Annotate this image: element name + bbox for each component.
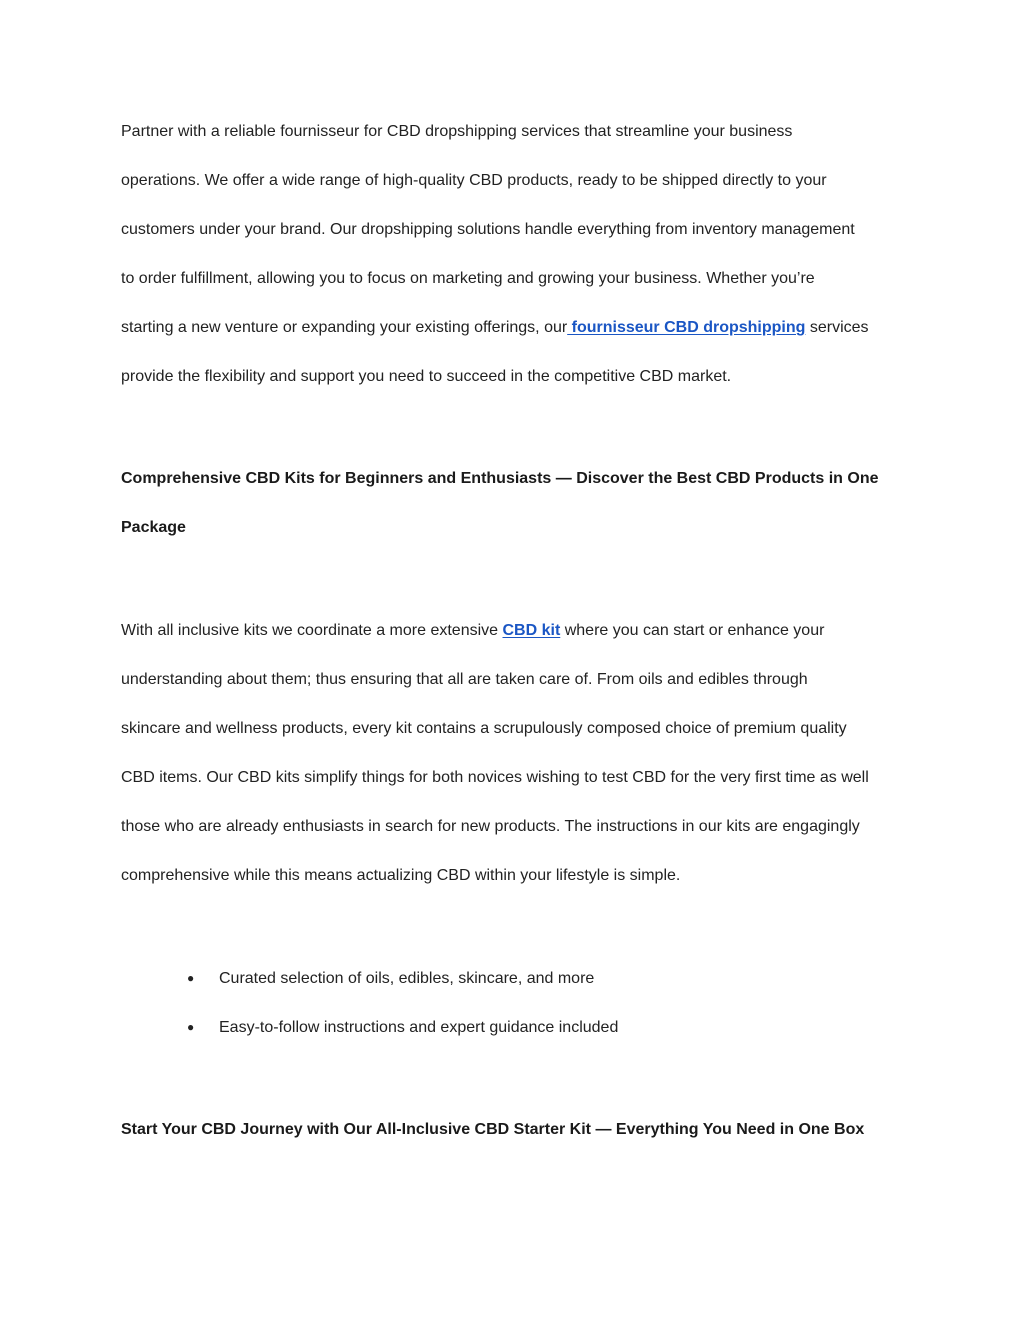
paragraph2-line-1 [121, 621, 824, 641]
section-heading-kits-line-2: Package [121, 519, 186, 536]
paragraph2-line-1-after: where you can start or enhance your [560, 622, 825, 639]
paragraph1-line-4: to order fulfillment, allowing you to focus on marketing and growing your business. Whether you’re [121, 270, 815, 287]
paragraph2-line-4: CBD items. Our CBD kits simplify things for both novices wishing to test CBD for the very first time as well [121, 769, 869, 786]
paragraph2-line-3: skincare and wellness products, every kit contains a scrupulously composed choice of premium quality [121, 720, 847, 737]
paragraph1-line-1: Partner with a reliable fournisseur for CBD dropshipping services that streamline your business [121, 123, 793, 140]
paragraph1-line-5 [121, 318, 869, 338]
paragraph2-line-5: those who are already enthusiasts in search for new products. The instructions in our kits are engagingly [121, 818, 860, 835]
paragraph1-line-2: operations. We offer a wide range of high-quality CBD products, ready to be shipped directly to your [121, 172, 827, 189]
section-heading-starter-kit: Start Your CBD Journey with Our All-Inclusive CBD Starter Kit — Everything You Need in One Box [121, 1121, 865, 1138]
paragraph2-line-2: understanding about them; thus ensuring that all are taken care of. From oils and edibles through [121, 671, 808, 688]
fournisseur-cbd-dropshipping-link[interactable]: fournisseur CBD dropshipping [567, 319, 806, 336]
bullet-marker: ● [187, 1020, 195, 1034]
paragraph1-line-6: provide the flexibility and support you need to succeed in the competitive CBD market. [121, 368, 732, 385]
paragraph2-line-6: comprehensive while this means actualizing CBD within your lifestyle is simple. [121, 867, 681, 884]
bullet-item-text: Curated selection of oils, edibles, skincare, and more [219, 970, 595, 987]
paragraph1-line-3: customers under your brand. Our dropshipping solutions handle everything from inventory management [121, 221, 855, 238]
bullet-list-item [187, 1017, 618, 1038]
cbd-kit-link[interactable]: CBD kit [502, 622, 561, 639]
paragraph1-line-5-before: starting a new venture or expanding your existing offerings, our [121, 319, 568, 336]
paragraph2-line-1-before: With all inclusive kits we coordinate a more extensive [121, 622, 503, 639]
bullet-list-item [187, 968, 594, 989]
paragraph1-line-5-after: services [805, 319, 869, 336]
bullet-item-text: Easy-to-follow instructions and expert guidance included [219, 1019, 619, 1036]
bullet-marker: ● [187, 971, 195, 985]
section-heading-kits-line-1: Comprehensive CBD Kits for Beginners and Enthusiasts — Discover the Best CBD Products in One [121, 470, 879, 487]
